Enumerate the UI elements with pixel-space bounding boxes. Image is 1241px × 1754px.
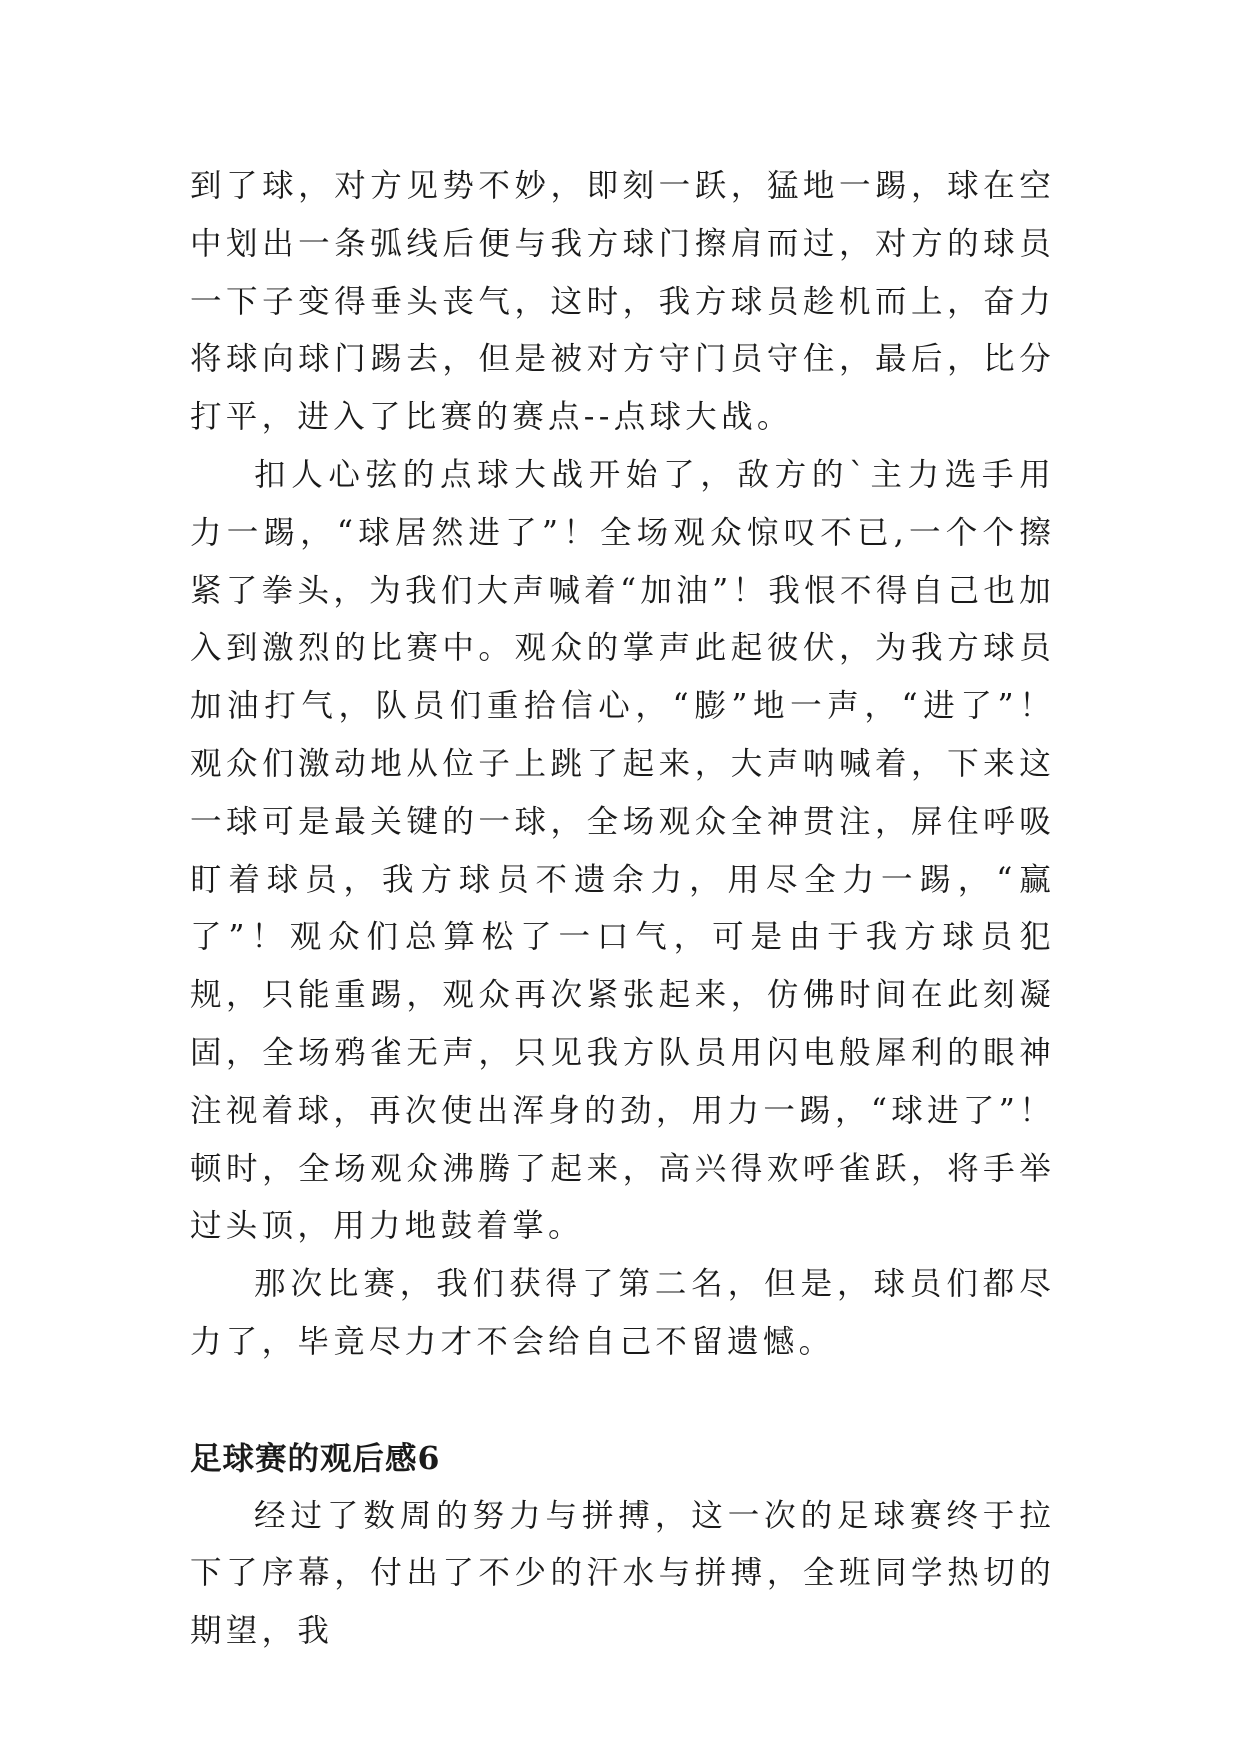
paragraph-continued: 到了球，对方见势不妙，即刻一跃，猛地一踢，球在空中划出一条弧线后便与我方球门擦肩而过，对方的球员一下子变得垂头丧气，这时，我方球员趁机而上，奋力将球向球门踢去，但是被对方守门员守住，最后，比分打平，进入了比赛的赛点--点球大战。: [190, 168, 1055, 436]
section-spacer: [190, 1372, 1055, 1430]
paragraph-result: 那次比赛，我们获得了第二名，但是，球员们都尽力了，毕竟尽力才不会给自己不留遗憾。: [190, 1266, 1055, 1360]
paragraph-intro: 经过了数周的努力与拼搏，这一次的足球赛终于拉下了序幕，付出了不少的汗水与拼搏，全班同学热切的期望，我: [190, 1497, 1055, 1650]
document-page: [190, 158, 1055, 1661]
section-title: 足球赛的观后感6: [190, 1439, 441, 1477]
paragraph-penalty-shootout: 扣人心弦的点球大战开始了，敌方的`主力选手用力一踢，“球居然进了”！全场观众惊叹不已,一个个擦紧了拳头，为我们大声喊着“加油”！我恨不得自己也加入到激烈的比赛中。观众的掌声此起彼伏，为我方球员加油打气，队员们重拾信心，“膨”地一声，“进了”！观众们激动地从位子上跳了起来，大声呐喊着，下来这一球可是最关键的一球，全场观众全神贯注，屏住呼吸盯着球员，我方球员不遗余力，用尽全力一踢，“赢了”！观众们总算松了一口气，可是由于我方球员犯规，只能重踢，观众再次紧张起来，仿佛时间在此刻凝固，全场鸦雀无声，只见我方队员用闪电般犀利的眼神注视着球，再次使出浑身的劲，用力一踢，“球进了”！顿时，全场观众沸腾了起来，高兴得欢呼雀跃，将手举过头顶，用力地鼓着掌。: [190, 456, 1055, 1245]
